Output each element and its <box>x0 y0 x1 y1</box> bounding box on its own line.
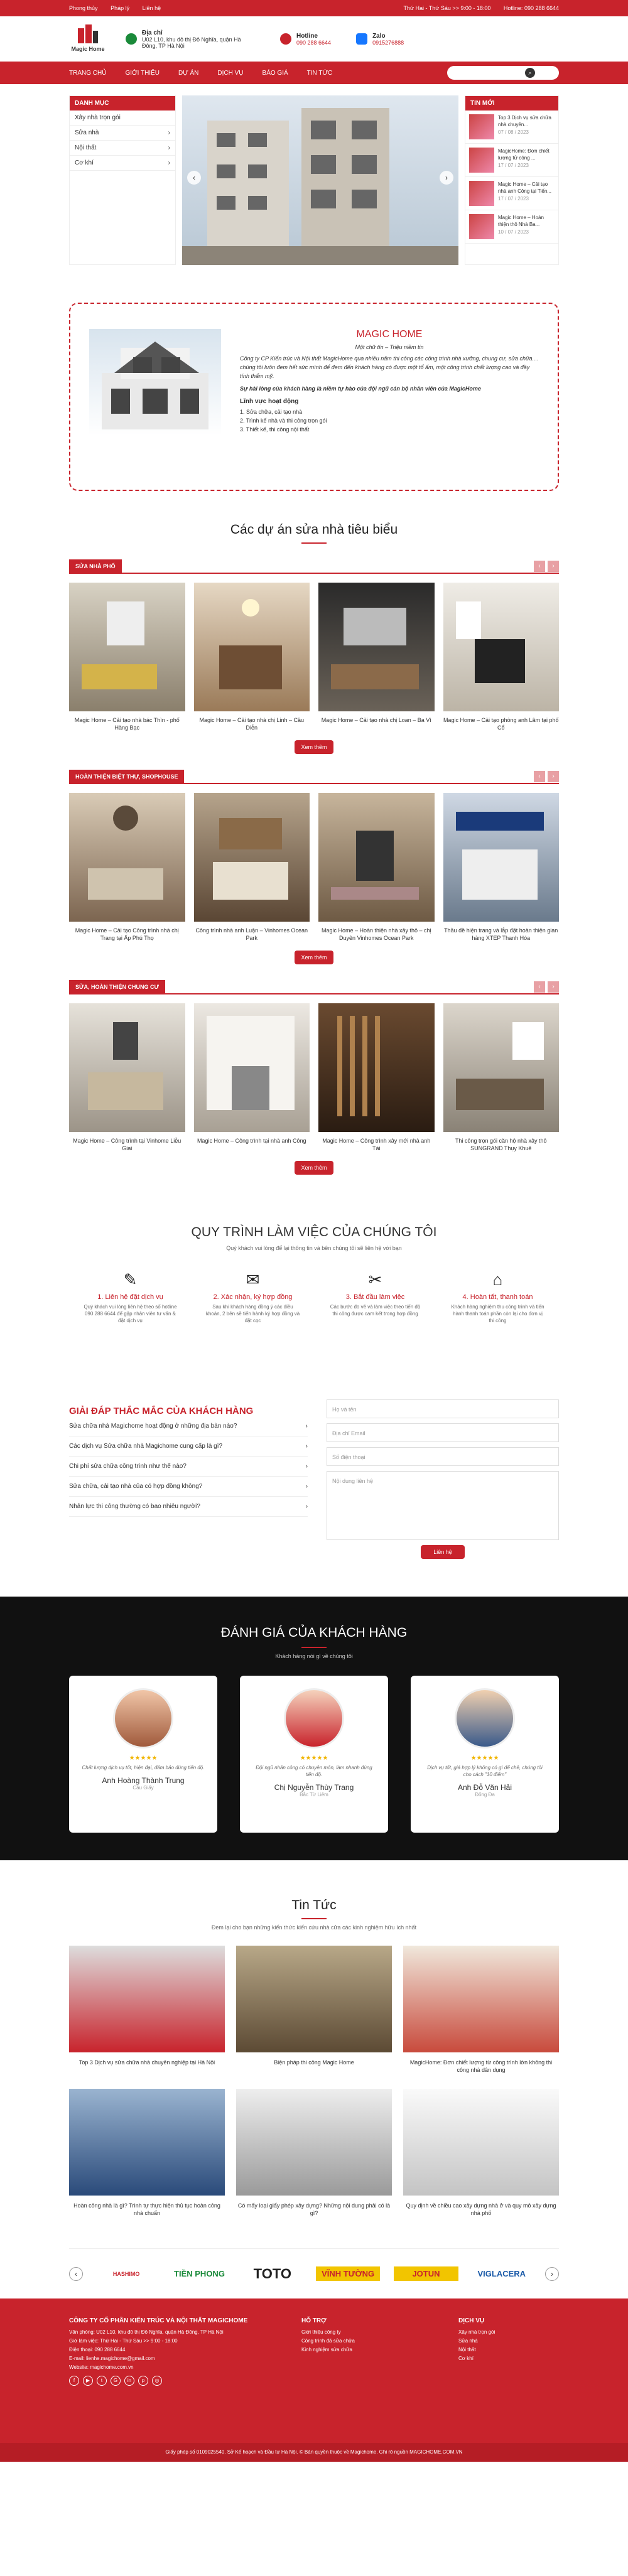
fields-title: Lĩnh vực hoạt động <box>240 398 299 405</box>
next-arrow-icon[interactable]: › <box>548 981 559 993</box>
testimonial-place: Đống Đa <box>475 1792 495 1797</box>
category-item[interactable] <box>70 126 175 141</box>
project-card[interactable] <box>194 583 310 731</box>
news-card[interactable] <box>403 2089 559 2217</box>
project-card[interactable] <box>69 793 185 942</box>
edit-icon: ✎ <box>123 1270 138 1289</box>
footer-support-title: HỖ TRỢ <box>301 2317 327 2324</box>
logo-mark-icon <box>77 22 99 45</box>
project-caption: Magic Home – Công trình tại nhà anh Công <box>197 1138 306 1144</box>
project-caption: Magic Home – Hoàn thiện nhà xây thô – chị Duyên Vinhomes Ocean Park <box>321 927 431 941</box>
project-group-label[interactable]: HOÀN THIỆN BIỆT THỰ, SHOPHOUSE <box>69 770 184 784</box>
project-card[interactable] <box>443 583 560 731</box>
project-card[interactable] <box>69 583 185 731</box>
pinterest-icon[interactable]: p <box>138 2376 148 2386</box>
twitter-icon[interactable]: t <box>97 2376 107 2386</box>
news-title: Top 3 Dịch vụ sửa chữa nhà chuyên... <box>498 115 551 127</box>
footer-link[interactable]: Sửa nhà <box>458 2338 478 2344</box>
faq-question-text: Chi phí sửa chữa công trình như thế nào? <box>69 1463 187 1470</box>
process-step <box>328 1270 423 1324</box>
news-photo <box>236 2089 392 2196</box>
project-photo <box>443 1003 560 1132</box>
news-title: Tin Tức <box>69 1898 559 1919</box>
latest-news-item[interactable] <box>465 144 558 177</box>
field-item: 3. Thiết kế, thi công nội thất <box>240 426 310 433</box>
footer-line[interactable]: Điện thoại: 090 288 6644 <box>69 2347 126 2352</box>
payment-icon: ⌂ <box>492 1270 503 1289</box>
avatar <box>113 1688 173 1749</box>
avatar <box>284 1688 344 1749</box>
name-field[interactable]: Họ và tên <box>327 1399 559 1418</box>
next-arrow-icon[interactable]: › <box>548 771 559 782</box>
tools-icon: ✂ <box>368 1270 382 1289</box>
news-photo <box>69 2089 225 2196</box>
faq-question-text: Các dịch vụ Sửa chữa nhà Magichome cung cấp là gì? <box>69 1443 223 1450</box>
chevron-right-icon: › <box>305 1443 308 1450</box>
news-card-title: Hoàn công nhà là gì? Trình tự thực hiện thủ tục hoàn công nhà chuẩn <box>73 2202 220 2216</box>
footer-link[interactable]: Xây nhà trọn gói <box>458 2329 495 2335</box>
address-value: U02 L10, khu đô thị Đô Nghĩa, quận Hà Đông, TP Hà Nội <box>142 36 241 49</box>
footer-link[interactable]: Nội thất <box>458 2347 476 2352</box>
chevron-right-icon: › <box>168 144 170 151</box>
topbar-link-lienhe[interactable]: Liên hệ <box>142 5 161 11</box>
project-card[interactable] <box>318 793 435 942</box>
news-thumbnail <box>469 114 494 139</box>
topbar-hours: Thứ Hai - Thứ Sáu >> 9:00 - 18:00 <box>403 5 491 11</box>
project-photo <box>194 583 310 711</box>
latest-news-item[interactable] <box>465 177 558 210</box>
partner-logo: JOTUN <box>394 2266 458 2281</box>
partner-logo: VĨNH TƯỜNG <box>316 2266 380 2281</box>
news-date: 17 / 07 / 2023 <box>498 196 529 202</box>
projects-title: Các dự án sửa nhà tiêu biểu <box>69 522 559 544</box>
news-card-title: MagicHome: Đơn chiết lượng từ công trình lớn không thi công nhà dân dụng <box>409 2059 553 2073</box>
phone-field[interactable]: Số điện thoại <box>327 1447 559 1466</box>
process-step <box>451 1270 545 1324</box>
partner-logo: TOTO <box>253 2265 291 2282</box>
project-group-label[interactable]: SỬA, HOÀN THIỆN CHUNG CƯ <box>69 980 165 994</box>
header-zalo[interactable] <box>356 33 404 46</box>
nav-news[interactable]: TIN TỨC <box>306 69 333 77</box>
project-photo <box>318 583 435 711</box>
nav-projects[interactable]: DỰ ÁN <box>178 69 199 77</box>
footer-link[interactable]: Kinh nghiệm sửa chữa <box>301 2347 352 2352</box>
chevron-right-icon: › <box>305 1503 308 1510</box>
testimonial-name: Chị Nguyễn Thùy Trang <box>274 1783 354 1792</box>
process-step <box>84 1270 178 1324</box>
project-card[interactable] <box>318 1003 435 1152</box>
footer-line: Giờ làm việc: Thứ Hai - Thứ Sáu >> 9:00 - 18:00 <box>69 2338 178 2344</box>
news-card-title: Top 3 Dịch vụ sửa chữa nhà chuyên nghiệp tại Hà Nội <box>78 2059 215 2066</box>
testimonial-card <box>411 1676 559 1833</box>
site-logo[interactable] <box>69 22 107 56</box>
faq-question[interactable] <box>69 1497 308 1517</box>
phone-icon <box>280 33 291 45</box>
view-more-button[interactable]: Xem thêm <box>295 951 333 964</box>
footer-link[interactable]: Giới thiệu công ty <box>301 2329 341 2335</box>
faq-question[interactable] <box>69 1436 308 1457</box>
partner-logo: TIỀN PHONG <box>174 2269 225 2278</box>
testimonials-desc: Khách hàng nói gì về chúng tôi <box>275 1653 353 1659</box>
faq-question[interactable] <box>69 1477 308 1497</box>
hotline-label: Hotline <box>296 32 318 40</box>
testimonial-name: Anh Đỗ Văn Hải <box>457 1783 512 1792</box>
step-text: Các bước đo vẽ và làm việc theo tiến độ thi công được cam kết trong hợp đồng <box>330 1304 421 1317</box>
faq-question-text: Sửa chữa nhà Magichome hoạt động ở những địa bàn nào? <box>69 1423 237 1430</box>
step-text: Sau khi khách hàng đồng ý các điều khoản, 2 bên sẽ tiến hành ký hợp đồng và đặt cọc <box>205 1304 300 1323</box>
category-label: Nội thất <box>75 144 97 151</box>
news-title: Magic Home – Cải tạo nhà anh Công tại Tiến... <box>498 181 551 194</box>
footer-line[interactable]: Website: magichome.com.vn <box>69 2364 134 2370</box>
instagram-icon[interactable]: ◎ <box>152 2376 162 2386</box>
category-item[interactable] <box>70 141 175 156</box>
chevron-right-icon: › <box>305 1423 308 1430</box>
project-caption: Magic Home – Cải tạo nhà chị Loan – Ba Vì <box>321 717 431 723</box>
news-card-title: Có mấy loại giấy phép xây dựng? Những nội dung phải có là gì? <box>237 2202 391 2216</box>
slider-next-button[interactable]: › <box>440 171 453 185</box>
next-arrow-icon[interactable]: › <box>548 561 559 572</box>
category-item[interactable] <box>70 110 175 126</box>
category-label: Xây nhà trọn gói <box>75 114 121 121</box>
step-title: 4. Hoàn tất, thanh toán <box>462 1293 533 1301</box>
latest-news-item[interactable] <box>465 110 558 144</box>
topbar-link-phongthuy[interactable]: Phong thủy <box>69 5 98 11</box>
process-section <box>69 1225 559 1324</box>
topbar-link-phaply[interactable]: Pháp lý <box>111 5 130 11</box>
news-photo <box>69 1946 225 2052</box>
footer-line: Văn phòng: U02 L10, khu đô thị Đô Nghĩa, quận Hà Đông, TP Hà Nội <box>69 2329 224 2335</box>
step-text: Quý khách vui lòng liên hệ theo số hotline 090 288 6644 để gặp nhân viên tư vấn & đặt dịch vụ <box>84 1304 177 1323</box>
project-photo <box>443 793 560 922</box>
chevron-right-icon: › <box>168 159 170 166</box>
faq-question-text: Nhân lực thi công thường có bao nhiêu người? <box>69 1503 200 1510</box>
footer-link[interactable]: Cơ khí <box>458 2356 474 2361</box>
testimonial-comment: Chất lượng dịch vụ tốt, hiện đại, đảm bảo đúng tiến độ. <box>82 1765 205 1770</box>
rating-stars-icon: ★★★★★ <box>300 1755 328 1762</box>
category-item[interactable] <box>70 156 175 171</box>
faq-title: GIẢI ĐÁP THẮC MẮC CỦA KHÁCH HÀNG <box>69 1406 254 1416</box>
testimonials-title: ĐÁNH GIÁ CỦA KHÁCH HÀNG <box>69 1625 559 1648</box>
step-text: Khách hàng nghiệm thu công trình và tiến hành thanh toán phần còn lại cho đơn vị thi công <box>451 1304 544 1323</box>
search-icon[interactable]: ⌕ <box>525 68 535 78</box>
process-desc: Quý khách vui lòng để lại thông tin và bên chúng tôi sẽ liên hệ với bạn <box>226 1245 402 1251</box>
news-thumbnail <box>469 181 494 206</box>
process-title: QUY TRÌNH LÀM VIỆC CỦA CHÚNG TÔI <box>191 1225 437 1239</box>
about-villa-image <box>89 329 221 436</box>
nav-about[interactable]: GIỚI THIỆU <box>125 69 160 77</box>
youtube-icon[interactable]: ▶ <box>83 2376 93 2386</box>
news-card-title: Biện pháp thi công Magic Home <box>274 2059 354 2066</box>
faq-question-text: Sửa chữa, cải tạo nhà của có hợp đồng không? <box>69 1483 203 1490</box>
partner-logo: HASHIMO <box>112 2270 140 2277</box>
project-photo <box>69 1003 185 1132</box>
news-title: Magic Home – Hoàn thiện thô Nhà Ba... <box>498 215 544 227</box>
nav-services[interactable]: DỊCH VỤ <box>217 69 244 77</box>
facebook-icon[interactable]: f <box>69 2376 79 2386</box>
site-header <box>0 16 628 62</box>
project-caption: Magic Home – Cải tạo nhà bác Thìn - phố Hàng Bạc <box>74 717 180 731</box>
faq-question[interactable] <box>69 1457 308 1477</box>
category-menu <box>69 95 176 265</box>
process-step <box>206 1270 300 1324</box>
submit-button[interactable]: Liên hệ <box>421 1545 465 1559</box>
map-pin-icon <box>126 33 137 45</box>
news-date: 10 / 07 / 2023 <box>498 229 529 235</box>
news-card[interactable] <box>69 2089 225 2217</box>
step-title: 2. Xác nhận, ký hợp đồng <box>213 1293 293 1301</box>
faq-question[interactable] <box>69 1416 308 1436</box>
project-group-label[interactable]: SỬA NHÀ PHỐ <box>69 559 122 573</box>
chevron-right-icon: › <box>305 1483 308 1490</box>
zalo-value: 0915276888 <box>372 39 404 46</box>
project-photo <box>69 583 185 711</box>
footer-company: CÔNG TY CỔ PHẦN KIẾN TRÚC VÀ NỘI THẤT MAGICHOME <box>69 2317 248 2324</box>
copyright: Giấy phép số 0109025540. Sở Kế hoạch và Đầu tư Hà Nội. © Bản quyền thuộc về Magichome. Ghi rõ nguồn MAGICHOME.COM.VN <box>0 2443 628 2462</box>
rating-stars-icon: ★★★★★ <box>129 1755 158 1762</box>
project-caption: Magic Home – Công trình tại Vinhome Liễu Giai <box>73 1138 181 1151</box>
email-field[interactable]: Địa chỉ Email <box>327 1423 559 1442</box>
project-card[interactable] <box>443 793 560 942</box>
hero-slider[interactable] <box>182 95 458 265</box>
site-footer <box>0 2298 628 2443</box>
news-title: MagicHome: Đơn chiết lượng tử công ... <box>498 148 550 161</box>
project-caption: Magic Home – Cải tạo nhà chị Linh – Cầu Diễn <box>199 717 305 731</box>
project-photo <box>69 793 185 922</box>
nav-pricing[interactable]: BÁO GIÁ <box>262 69 288 77</box>
news-photo <box>236 1946 392 2052</box>
google-icon[interactable]: G <box>111 2376 121 2386</box>
news-date: 07 / 08 / 2023 <box>498 129 529 135</box>
project-card[interactable] <box>318 583 435 731</box>
latest-news-title: TIN MỚI <box>465 96 558 110</box>
view-more-button[interactable]: Xem thêm <box>295 740 333 754</box>
testimonial-place: Bắc Từ Liêm <box>300 1792 328 1797</box>
about-body: Công ty CP Kiến trúc và Nội thất MagicHome qua nhiều năm thi công các công trình nhà xưởng, chung cư, sửa chữa.... chúng tôi luôn đem hết sức mình để đem đến khách hàng có được một tổ ấm, một công trình chất lượng cao và đầy tính thẩm mỹ. <box>240 355 539 379</box>
step-title: 1. Liên hệ đặt dịch vụ <box>97 1293 163 1301</box>
slide-building-image <box>182 95 458 265</box>
search-box[interactable] <box>447 66 559 80</box>
category-label: Sửa nhà <box>75 129 99 136</box>
view-more-button[interactable]: Xem thêm <box>295 1161 333 1175</box>
linkedin-icon[interactable]: in <box>124 2376 134 2386</box>
news-card[interactable] <box>69 1946 225 2074</box>
testimonial-place: Cầu Giấy <box>133 1785 154 1791</box>
footer-line[interactable]: E-mail: lienhe.magichome@gmail.com <box>69 2356 155 2361</box>
news-card-title: Quy định về chiều cao xây dựng nhà ở và quy mô xây dựng nhà phố <box>406 2202 556 2216</box>
news-thumbnail <box>469 148 494 173</box>
testimonial-card <box>69 1676 217 1833</box>
latest-news-panel <box>465 95 559 265</box>
news-card[interactable] <box>403 1946 559 2074</box>
about-quote: Sự hài lòng của khách hàng là niềm tự hào của đội ngũ cán bộ nhân viên của MagicHome <box>240 385 481 392</box>
project-photo <box>318 1003 435 1132</box>
about-subtitle: Một chữ tín – Triệu niềm tin <box>355 344 424 350</box>
faq-section <box>69 1406 559 1559</box>
project-caption: Magic Home – Cải tạo Công trình nhà chị Trang tại Ấp Phú Thọ <box>75 927 179 941</box>
latest-news-item[interactable] <box>465 210 558 244</box>
project-photo <box>194 793 310 922</box>
header-hotline[interactable] <box>280 33 331 46</box>
about-title: MAGIC HOME <box>356 329 423 340</box>
project-group-header <box>69 560 559 574</box>
partners-next-button[interactable]: › <box>545 2267 559 2281</box>
step-title: 3. Bắt đầu làm việc <box>345 1293 405 1301</box>
news-date: 17 / 07 / 2023 <box>498 163 529 168</box>
logo-text: Magic Home <box>71 46 105 52</box>
contract-icon: ✉ <box>246 1270 260 1289</box>
project-caption: Thi công trọn gói căn hộ nhà xây thô SUNGRAND Thụy Khuê <box>455 1138 547 1151</box>
nav-home[interactable]: TRANG CHỦ <box>69 69 107 77</box>
project-photo <box>194 1003 310 1132</box>
project-card[interactable] <box>194 793 310 942</box>
zalo-icon <box>356 33 367 45</box>
search-input[interactable]: Tìm kiếm <box>452 69 479 77</box>
chevron-right-icon: › <box>168 129 170 136</box>
category-label: Cơ khí <box>75 159 94 166</box>
main-nav <box>0 62 628 84</box>
top-bar <box>0 0 628 16</box>
project-caption: Magic Home – Cải tạo phòng anh Lâm tại phố Cổ <box>443 717 559 731</box>
header-address <box>126 30 249 49</box>
testimonial-name: Anh Hoàng Thành Trung <box>102 1776 185 1785</box>
footer-services-title: DỊCH VỤ <box>458 2317 485 2324</box>
prev-arrow-icon[interactable]: ‹ <box>534 771 545 782</box>
project-caption: Công trình nhà anh Luận – Vinhomes Ocean Park <box>195 927 308 941</box>
testimonial-comment: Đội ngũ nhân công có chuyên môn, làm nhanh đúng tiến độ. <box>256 1765 372 1777</box>
message-field[interactable]: Nội dung liên hệ <box>327 1471 559 1540</box>
project-card[interactable] <box>194 1003 310 1152</box>
testimonial-comment: Dịch vụ tốt, giá hợp lý không có gì để chê, chúng tôi cho cách "10 điểm" <box>427 1765 543 1777</box>
hotline-value: 090 288 6644 <box>296 39 332 46</box>
project-caption: Thầu đề hiện trang và lắp đặt hoàn thiện gian hàng XTEP Thanh Hóa <box>444 927 558 941</box>
prev-arrow-icon[interactable]: ‹ <box>534 981 545 993</box>
project-caption: Magic Home – Công trình xây mới nhà anh Tài <box>322 1138 431 1151</box>
chevron-right-icon: › <box>305 1463 308 1470</box>
field-item: 1. Sửa chữa, cải tạo nhà <box>240 409 303 415</box>
project-photo <box>443 583 560 711</box>
news-thumbnail <box>469 214 494 239</box>
project-card[interactable] <box>443 1003 560 1152</box>
partners-prev-button[interactable]: ‹ <box>69 2267 83 2281</box>
news-photo <box>403 1946 559 2052</box>
project-card[interactable] <box>69 1003 185 1152</box>
partner-logo: VIGLACERA <box>477 2269 526 2278</box>
testimonials-section <box>0 1597 628 1860</box>
avatar <box>455 1688 515 1749</box>
footer-link[interactable]: Công trình đã sửa chữa <box>301 2338 355 2344</box>
contact-form <box>327 1399 559 1559</box>
news-card[interactable] <box>236 2089 392 2217</box>
category-title: DANH MỤC <box>70 96 175 110</box>
slider-prev-button[interactable]: ‹ <box>187 171 201 185</box>
topbar-hotline[interactable]: Hotline: 090 288 6644 <box>503 5 559 11</box>
prev-arrow-icon[interactable]: ‹ <box>534 561 545 572</box>
news-photo <box>403 2089 559 2196</box>
news-desc: Đem lại cho bạn những kiến thức kiến cứu nhà cửa các kinh nghiệm hữu ích nhất <box>211 1924 417 1931</box>
field-item: 2. Trình kế nhà và thi công trọn gói <box>240 418 327 424</box>
address-label: Địa chỉ <box>142 29 163 36</box>
project-photo <box>318 793 435 922</box>
project-group-header <box>69 770 559 784</box>
about-section <box>69 303 559 491</box>
rating-stars-icon: ★★★★★ <box>470 1755 499 1762</box>
news-card[interactable] <box>236 1946 392 2074</box>
project-group-header <box>69 981 559 994</box>
partners-bar <box>69 2248 559 2298</box>
zalo-label: Zalo <box>372 32 386 40</box>
testimonial-card <box>240 1676 388 1833</box>
